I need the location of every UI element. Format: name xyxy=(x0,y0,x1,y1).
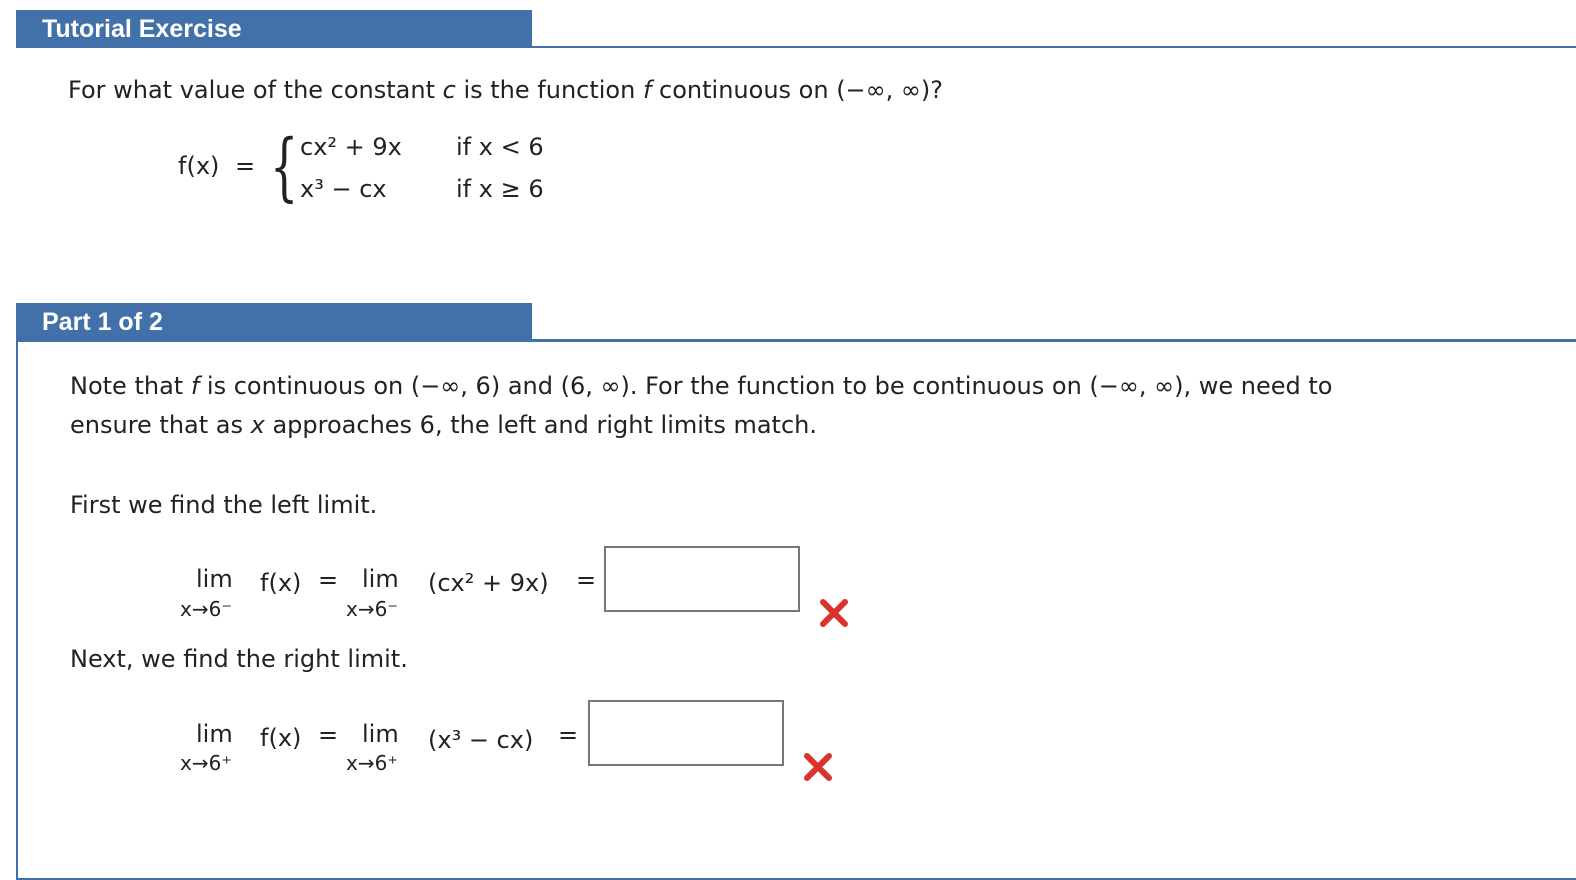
case2-expr: x³ − cx xyxy=(300,175,387,203)
tutorial-header xyxy=(16,10,532,48)
part-header xyxy=(16,303,532,341)
note-b: is continuous on (−∞, 6) and (6, ∞). For the function to be continuous on (−∞, ∞), we need to xyxy=(199,372,1333,400)
case1-expr: cx² + 9x xyxy=(300,133,402,161)
incorrect-icon xyxy=(819,598,849,628)
lim-subscript: x→6⁻ xyxy=(180,597,232,621)
lim-subscript: x→6⁻ xyxy=(346,597,398,621)
question-text xyxy=(68,76,943,104)
var-x: x xyxy=(250,411,265,439)
left-limit-intro: First we find the left limit. xyxy=(70,491,378,519)
case2-cond: if x ≥ 6 xyxy=(456,175,544,203)
lim-subscript: x→6⁺ xyxy=(346,751,398,775)
tutorial-title: Tutorial Exercise xyxy=(42,15,242,43)
lim-word: lim xyxy=(196,565,233,593)
left-brace: { xyxy=(270,124,299,210)
var-f: f xyxy=(642,76,652,104)
var-c: c xyxy=(442,76,456,104)
question-prefix: For what value of the constant xyxy=(68,76,443,104)
note-a: Note that xyxy=(70,372,191,400)
question-middle: is the function xyxy=(455,76,643,104)
right-limit-answer-input[interactable] xyxy=(588,700,784,766)
right-fx: f(x) xyxy=(260,724,302,752)
lim-subscript: x→6⁺ xyxy=(180,751,232,775)
header-divider xyxy=(532,46,1576,48)
right-expr: (x³ − cx) xyxy=(428,726,534,754)
equals-sign: = xyxy=(558,721,579,749)
note-d: approaches 6, the left and right limits match. xyxy=(264,411,817,439)
equals-sign: = xyxy=(318,721,339,749)
equals-sign: = xyxy=(318,566,339,594)
var-f: f xyxy=(190,372,200,400)
lim-word: lim xyxy=(362,720,399,748)
question-suffix: continuous on (−∞, ∞)? xyxy=(651,76,944,104)
left-fx: f(x) xyxy=(260,569,302,597)
case1-cond: if x < 6 xyxy=(456,133,544,161)
lim-word: lim xyxy=(362,565,399,593)
equals-sign: = xyxy=(576,566,597,594)
note-line-1 xyxy=(70,372,1332,400)
equals-sign: = xyxy=(235,152,256,180)
note-line-2 xyxy=(70,411,817,439)
left-expr: (cx² + 9x) xyxy=(428,569,549,597)
note-c: ensure that as xyxy=(70,411,251,439)
left-limit-answer-input[interactable] xyxy=(604,546,800,612)
incorrect-icon xyxy=(803,752,833,782)
right-limit-intro: Next, we find the right limit. xyxy=(70,645,408,673)
function-lhs xyxy=(178,152,255,180)
lim-word: lim xyxy=(196,720,233,748)
fx-label: f(x) xyxy=(178,152,220,180)
part-title: Part 1 of 2 xyxy=(42,308,163,336)
